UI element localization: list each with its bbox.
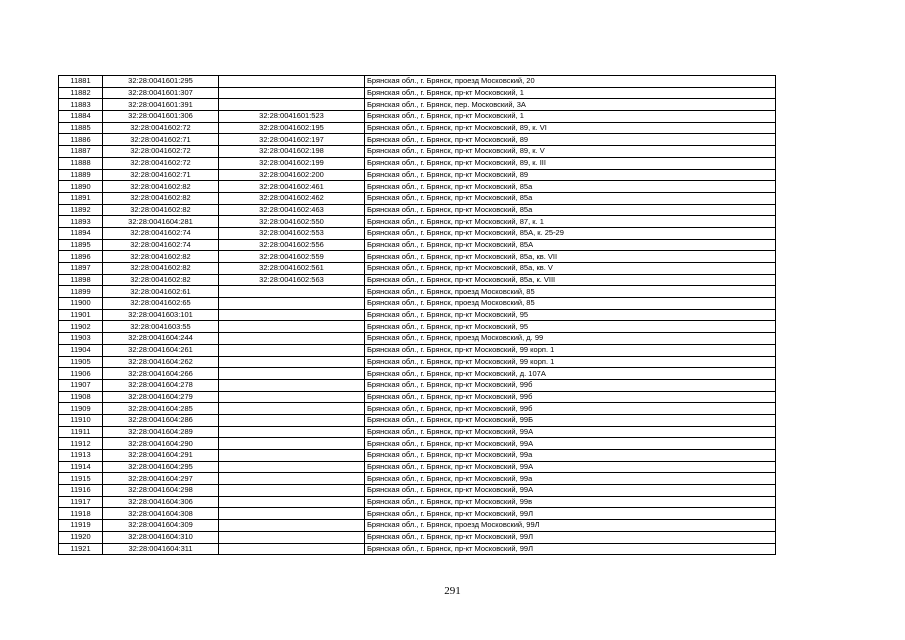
table-row <box>59 496 776 508</box>
related-cadastral-number-cell <box>219 473 365 485</box>
address-cell: Брянская обл., г. Брянск, пр-кт Московский, 99б <box>365 403 776 415</box>
table-row <box>59 192 776 204</box>
address-cell: Брянская обл., г. Брянск, пр-кт Московский, 89, к. V <box>365 146 776 158</box>
address-cell: Брянская обл., г. Брянск, проезд Московский, 99Л <box>365 520 776 532</box>
address-cell: Брянская обл., г. Брянск, пр-кт Московский, 99А <box>365 438 776 450</box>
table-row <box>59 450 776 462</box>
row-number-cell: 11920 <box>59 531 103 543</box>
cadastral-number-cell: 32:28:0041604:281 <box>103 216 219 228</box>
row-number-cell: 11884 <box>59 111 103 123</box>
address-cell: Брянская обл., г. Брянск, пр-кт Московский, 95 <box>365 309 776 321</box>
table-row <box>59 99 776 111</box>
address-cell: Брянская обл., г. Брянск, пр-кт Московский, 87, к. 1 <box>365 216 776 228</box>
address-cell: Брянская обл., г. Брянск, пр-кт Московский, 89 <box>365 134 776 146</box>
address-cell: Брянская обл., г. Брянск, пр-кт Московский, 85а, к. VIII <box>365 274 776 286</box>
row-number-cell: 11905 <box>59 356 103 368</box>
cadastral-number-cell: 32:28:0041604:308 <box>103 508 219 520</box>
address-cell: Брянская обл., г. Брянск, пр-кт Московский, д. 107А <box>365 368 776 380</box>
cadastral-number-cell: 32:28:0041604:311 <box>103 543 219 555</box>
related-cadastral-number-cell: 32:28:0041602:200 <box>219 169 365 181</box>
cadastral-number-cell: 32:28:0041604:279 <box>103 391 219 403</box>
row-number-cell: 11887 <box>59 146 103 158</box>
related-cadastral-number-cell <box>219 321 365 333</box>
table-row <box>59 169 776 181</box>
related-cadastral-number-cell <box>219 496 365 508</box>
row-number-cell: 11910 <box>59 414 103 426</box>
related-cadastral-number-cell <box>219 286 365 298</box>
address-cell: Брянская обл., г. Брянск, пр-кт Московский, 99А <box>365 485 776 497</box>
table-row <box>59 298 776 310</box>
address-cell: Брянская обл., г. Брянск, пр-кт Московский, 85а, кв. VII <box>365 251 776 263</box>
cadastral-number-cell: 32:28:0041604:295 <box>103 461 219 473</box>
table-row <box>59 543 776 555</box>
table-row <box>59 531 776 543</box>
cadastral-number-cell: 32:28:0041604:297 <box>103 473 219 485</box>
row-number-cell: 11895 <box>59 239 103 251</box>
cadastral-number-cell: 32:28:0041601:391 <box>103 99 219 111</box>
address-cell: Брянская обл., г. Брянск, пр-кт Московский, 99Б <box>365 414 776 426</box>
table-row <box>59 508 776 520</box>
table-row <box>59 251 776 263</box>
table-row <box>59 368 776 380</box>
related-cadastral-number-cell <box>219 87 365 99</box>
table-row <box>59 227 776 239</box>
row-number-cell: 11917 <box>59 496 103 508</box>
address-cell: Брянская обл., г. Брянск, пр-кт Московский, 99б <box>365 391 776 403</box>
related-cadastral-number-cell <box>219 414 365 426</box>
cadastral-number-cell: 32:28:0041602:74 <box>103 239 219 251</box>
cadastral-number-cell: 32:28:0041604:289 <box>103 426 219 438</box>
related-cadastral-number-cell <box>219 520 365 532</box>
related-cadastral-number-cell <box>219 543 365 555</box>
table-row <box>59 122 776 134</box>
row-number-cell: 11915 <box>59 473 103 485</box>
address-cell: Брянская обл., г. Брянск, пр-кт Московский, 99Л <box>365 508 776 520</box>
related-cadastral-number-cell <box>219 403 365 415</box>
address-cell: Брянская обл., г. Брянск, пр-кт Московский, 99а <box>365 473 776 485</box>
cadastral-table <box>58 75 776 555</box>
table-row <box>59 309 776 321</box>
table-row <box>59 263 776 275</box>
related-cadastral-number-cell: 32:28:0041602:199 <box>219 157 365 169</box>
related-cadastral-number-cell <box>219 368 365 380</box>
table-row <box>59 239 776 251</box>
table-body <box>59 76 776 555</box>
cadastral-number-cell: 32:28:0041602:82 <box>103 263 219 275</box>
related-cadastral-number-cell <box>219 461 365 473</box>
row-number-cell: 11918 <box>59 508 103 520</box>
row-number-cell: 11897 <box>59 263 103 275</box>
related-cadastral-number-cell: 32:28:0041602:550 <box>219 216 365 228</box>
table-row <box>59 473 776 485</box>
row-number-cell: 11892 <box>59 204 103 216</box>
related-cadastral-number-cell: 32:28:0041602:559 <box>219 251 365 263</box>
row-number-cell: 11901 <box>59 309 103 321</box>
related-cadastral-number-cell <box>219 356 365 368</box>
related-cadastral-number-cell <box>219 99 365 111</box>
cadastral-number-cell: 32:28:0041602:82 <box>103 192 219 204</box>
cadastral-number-cell: 32:28:0041604:286 <box>103 414 219 426</box>
related-cadastral-number-cell: 32:28:0041601:523 <box>219 111 365 123</box>
table-row <box>59 274 776 286</box>
cadastral-number-cell: 32:28:0041604:309 <box>103 520 219 532</box>
row-number-cell: 11885 <box>59 122 103 134</box>
table-row <box>59 426 776 438</box>
cadastral-number-cell: 32:28:0041604:298 <box>103 485 219 497</box>
table-row <box>59 204 776 216</box>
address-cell: Брянская обл., г. Брянск, пр-кт Московский, 99 корп. 1 <box>365 344 776 356</box>
table-row <box>59 344 776 356</box>
cadastral-number-cell: 32:28:0041603:101 <box>103 309 219 321</box>
row-number-cell: 11898 <box>59 274 103 286</box>
address-cell: Брянская обл., г. Брянск, пр-кт Московский, 99Л <box>365 543 776 555</box>
table-row <box>59 134 776 146</box>
cadastral-number-cell: 32:28:0041602:74 <box>103 227 219 239</box>
related-cadastral-number-cell <box>219 309 365 321</box>
related-cadastral-number-cell <box>219 438 365 450</box>
cadastral-number-cell: 32:28:0041602:72 <box>103 122 219 134</box>
table-row <box>59 391 776 403</box>
row-number-cell: 11919 <box>59 520 103 532</box>
address-cell: Брянская обл., г. Брянск, пр-кт Московский, 99 корп. 1 <box>365 356 776 368</box>
cadastral-number-cell: 32:28:0041604:244 <box>103 333 219 345</box>
address-cell: Брянская обл., г. Брянск, пр-кт Московский, 85А <box>365 239 776 251</box>
related-cadastral-number-cell: 32:28:0041602:563 <box>219 274 365 286</box>
address-cell: Брянская обл., г. Брянск, пр-кт Московский, 1 <box>365 111 776 123</box>
related-cadastral-number-cell <box>219 391 365 403</box>
row-number-cell: 11906 <box>59 368 103 380</box>
row-number-cell: 11904 <box>59 344 103 356</box>
row-number-cell: 11891 <box>59 192 103 204</box>
address-cell: Брянская обл., г. Брянск, проезд Московский, 85 <box>365 298 776 310</box>
address-cell: Брянская обл., г. Брянск, пер. Московский, 3А <box>365 99 776 111</box>
address-cell: Брянская обл., г. Брянск, пр-кт Московский, 85а, кв. V <box>365 263 776 275</box>
address-cell: Брянская обл., г. Брянск, пр-кт Московский, 89, к. III <box>365 157 776 169</box>
related-cadastral-number-cell <box>219 344 365 356</box>
cadastral-number-cell: 32:28:0041601:295 <box>103 76 219 88</box>
row-number-cell: 11907 <box>59 379 103 391</box>
table-row <box>59 181 776 193</box>
related-cadastral-number-cell <box>219 298 365 310</box>
address-cell: Брянская обл., г. Брянск, пр-кт Московский, 89 <box>365 169 776 181</box>
related-cadastral-number-cell: 32:28:0041602:553 <box>219 227 365 239</box>
row-number-cell: 11913 <box>59 450 103 462</box>
table-row <box>59 485 776 497</box>
page-number: 291 <box>444 585 461 597</box>
related-cadastral-number-cell <box>219 531 365 543</box>
cadastral-number-cell: 32:28:0041604:290 <box>103 438 219 450</box>
cadastral-number-cell: 32:28:0041604:285 <box>103 403 219 415</box>
table-row <box>59 333 776 345</box>
address-cell: Брянская обл., г. Брянск, пр-кт Московский, 99Л <box>365 531 776 543</box>
address-cell: Брянская обл., г. Брянск, проезд Московский, 85 <box>365 286 776 298</box>
table-row <box>59 111 776 123</box>
related-cadastral-number-cell <box>219 379 365 391</box>
related-cadastral-number-cell: 32:28:0041602:561 <box>219 263 365 275</box>
related-cadastral-number-cell: 32:28:0041602:195 <box>219 122 365 134</box>
cadastral-number-cell: 32:28:0041602:72 <box>103 146 219 158</box>
related-cadastral-number-cell <box>219 426 365 438</box>
row-number-cell: 11883 <box>59 99 103 111</box>
table-row <box>59 414 776 426</box>
cadastral-number-cell: 32:28:0041604:306 <box>103 496 219 508</box>
row-number-cell: 11882 <box>59 87 103 99</box>
cadastral-number-cell: 32:28:0041602:65 <box>103 298 219 310</box>
table-row <box>59 321 776 333</box>
row-number-cell: 11900 <box>59 298 103 310</box>
address-cell: Брянская обл., г. Брянск, пр-кт Московский, 85А, к. 25-29 <box>365 227 776 239</box>
address-cell: Брянская обл., г. Брянск, пр-кт Московский, 99А <box>365 461 776 473</box>
cadastral-number-cell: 32:28:0041601:307 <box>103 87 219 99</box>
table-row <box>59 157 776 169</box>
row-number-cell: 11893 <box>59 216 103 228</box>
related-cadastral-number-cell <box>219 508 365 520</box>
row-number-cell: 11881 <box>59 76 103 88</box>
address-cell: Брянская обл., г. Брянск, пр-кт Московский, 99А <box>365 426 776 438</box>
row-number-cell: 11899 <box>59 286 103 298</box>
row-number-cell: 11921 <box>59 543 103 555</box>
cadastral-number-cell: 32:28:0041602:61 <box>103 286 219 298</box>
table-row <box>59 286 776 298</box>
table-row <box>59 356 776 368</box>
cadastral-number-cell: 32:28:0041602:72 <box>103 157 219 169</box>
row-number-cell: 11890 <box>59 181 103 193</box>
cadastral-number-cell: 32:28:0041604:291 <box>103 450 219 462</box>
address-cell: Брянская обл., г. Брянск, пр-кт Московский, 89, к. VI <box>365 122 776 134</box>
address-cell: Брянская обл., г. Брянск, пр-кт Московский, 99б <box>365 379 776 391</box>
address-cell: Брянская обл., г. Брянск, пр-кт Московский, 99в <box>365 496 776 508</box>
table-row <box>59 379 776 391</box>
address-cell: Брянская обл., г. Брянск, пр-кт Московский, 85а <box>365 204 776 216</box>
related-cadastral-number-cell: 32:28:0041602:463 <box>219 204 365 216</box>
cadastral-number-cell: 32:28:0041603:55 <box>103 321 219 333</box>
row-number-cell: 11888 <box>59 157 103 169</box>
table-row <box>59 438 776 450</box>
cadastral-number-cell: 32:28:0041604:310 <box>103 531 219 543</box>
table-row <box>59 520 776 532</box>
related-cadastral-number-cell <box>219 76 365 88</box>
cadastral-number-cell: 32:28:0041602:71 <box>103 169 219 181</box>
related-cadastral-number-cell <box>219 333 365 345</box>
table-row <box>59 216 776 228</box>
row-number-cell: 11912 <box>59 438 103 450</box>
address-cell: Брянская обл., г. Брянск, проезд Московский, 20 <box>365 76 776 88</box>
row-number-cell: 11908 <box>59 391 103 403</box>
cadastral-number-cell: 32:28:0041604:262 <box>103 356 219 368</box>
cadastral-number-cell: 32:28:0041602:82 <box>103 274 219 286</box>
row-number-cell: 11916 <box>59 485 103 497</box>
row-number-cell: 11894 <box>59 227 103 239</box>
row-number-cell: 11896 <box>59 251 103 263</box>
row-number-cell: 11909 <box>59 403 103 415</box>
row-number-cell: 11914 <box>59 461 103 473</box>
related-cadastral-number-cell: 32:28:0041602:197 <box>219 134 365 146</box>
address-cell: Брянская обл., г. Брянск, проезд Московский, д. 99 <box>365 333 776 345</box>
related-cadastral-number-cell <box>219 450 365 462</box>
cadastral-number-cell: 32:28:0041602:82 <box>103 181 219 193</box>
cadastral-number-cell: 32:28:0041604:266 <box>103 368 219 380</box>
address-cell: Брянская обл., г. Брянск, пр-кт Московский, 85а <box>365 181 776 193</box>
related-cadastral-number-cell: 32:28:0041602:462 <box>219 192 365 204</box>
table-row <box>59 146 776 158</box>
cadastral-number-cell: 32:28:0041602:82 <box>103 204 219 216</box>
table-row <box>59 76 776 88</box>
related-cadastral-number-cell: 32:28:0041602:556 <box>219 239 365 251</box>
related-cadastral-number-cell: 32:28:0041602:198 <box>219 146 365 158</box>
related-cadastral-number-cell: 32:28:0041602:461 <box>219 181 365 193</box>
address-cell: Брянская обл., г. Брянск, пр-кт Московский, 95 <box>365 321 776 333</box>
row-number-cell: 11903 <box>59 333 103 345</box>
table-row <box>59 461 776 473</box>
related-cadastral-number-cell <box>219 485 365 497</box>
cadastral-number-cell: 32:28:0041602:82 <box>103 251 219 263</box>
cadastral-number-cell: 32:28:0041604:278 <box>103 379 219 391</box>
cadastral-number-cell: 32:28:0041604:261 <box>103 344 219 356</box>
cadastral-number-cell: 32:28:0041601:306 <box>103 111 219 123</box>
address-cell: Брянская обл., г. Брянск, пр-кт Московский, 1 <box>365 87 776 99</box>
address-cell: Брянская обл., г. Брянск, пр-кт Московский, 99а <box>365 450 776 462</box>
row-number-cell: 11911 <box>59 426 103 438</box>
table-row <box>59 87 776 99</box>
row-number-cell: 11889 <box>59 169 103 181</box>
table-row <box>59 403 776 415</box>
row-number-cell: 11886 <box>59 134 103 146</box>
address-cell: Брянская обл., г. Брянск, пр-кт Московский, 85а <box>365 192 776 204</box>
cadastral-number-cell: 32:28:0041602:71 <box>103 134 219 146</box>
row-number-cell: 11902 <box>59 321 103 333</box>
